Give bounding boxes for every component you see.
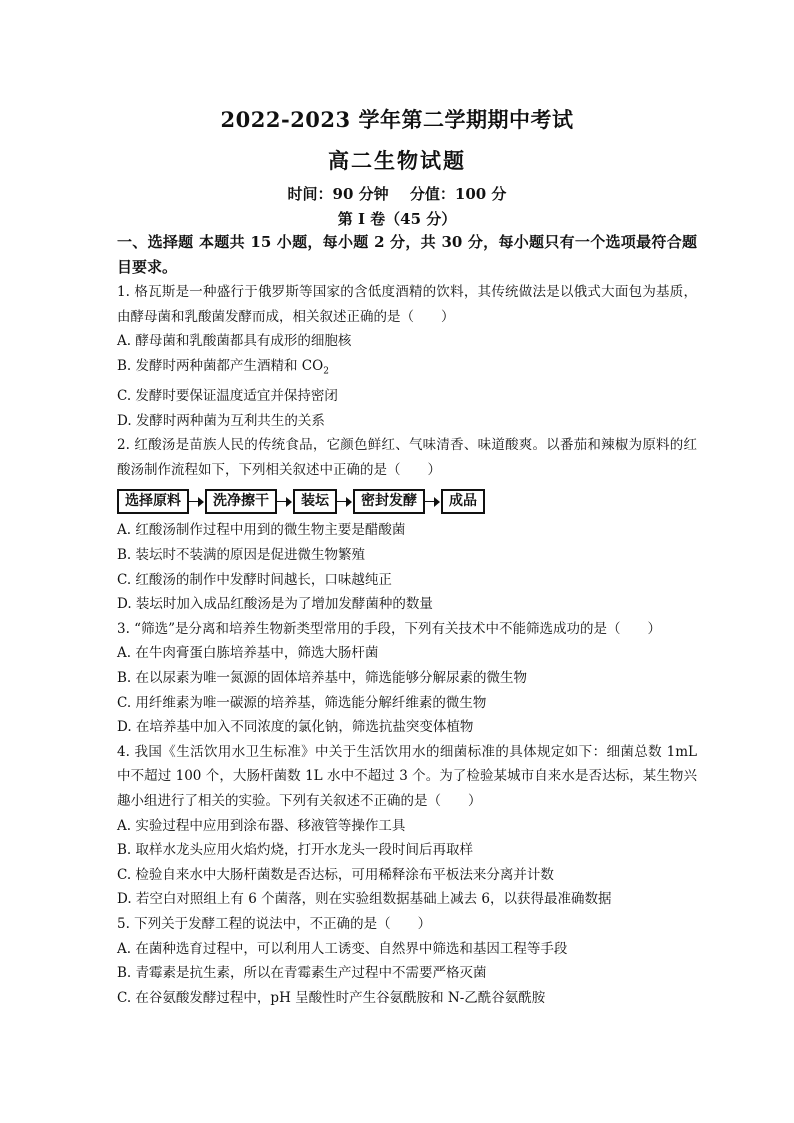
arrow-right-icon: [189, 491, 205, 512]
question-2-option-b: B. 装坛时不装满的原因是促进微生物繁殖: [117, 547, 366, 564]
question-4-option-d: D. 若空白对照组上有 6 个菌落，则在实验组数据基础上减去 6，以获得最准确数据: [117, 891, 612, 908]
question-4-option-a: A. 实验过程中应用到涂布器、移液管等操作工具: [117, 817, 406, 834]
flow-step-1: 选择原料: [117, 489, 189, 514]
question-1-option-d: D. 发酵时两种菌为互利共生的关系: [117, 412, 325, 429]
volume-label: 第 I 卷（45 分）: [337, 210, 457, 228]
arrow-right-icon: [337, 491, 353, 512]
question-5-option-c: C. 在谷氨酸发酵过程中，pH 呈酸性时产生谷氨酰胺和 N-乙酰谷氨酰胺: [117, 989, 546, 1006]
flow-step-4: 密封发酵: [353, 489, 425, 514]
question-1-option-b-text: B. 发酵时两种菌都产生酒精和 CO: [117, 357, 324, 374]
question-1-option-a: A. 酵母菌和乳酸菌都具有成形的细胞核: [117, 333, 352, 350]
question-4-option-b: B. 取样水龙头应用火焰灼烧，打开水龙头一段时间后再取样: [117, 842, 474, 859]
question-3-option-a: A. 在牛肉膏蛋白胨培养基中，筛选大肠杆菌: [117, 645, 379, 662]
question-1-stem: 1. 格瓦斯是一种盛行于俄罗斯等国家的含低度酒精的饮料，其传统做法是以俄式大面包为基质，由酵母菌和乳酸菌发酵而成，相关叙述正确的是（ ）: [117, 284, 697, 325]
question-2-option-a: A. 红酸汤制作过程中用到的微生物主要是醋酸菌: [117, 522, 406, 539]
arrow-right-icon: [425, 491, 441, 512]
question-2-stem: 2. 红酸汤是苗族人民的传统食品，它颜色鲜红、气味清香、味道酸爽。以番茄和辣椒为原料的红酸汤制作流程如下，下列相关叙述中正确的是（ ）: [117, 437, 697, 478]
exam-meta: [0, 183, 794, 204]
co2-subscript: 2: [323, 366, 329, 377]
question-3-stem: 3. “筛选”是分离和培养生物新类型常用的手段，下列有关技术中不能筛选成功的是（ ）: [117, 620, 661, 637]
process-flowchart: [117, 486, 697, 516]
question-2-option-c: C. 红酸汤的制作中发酵时间越长，口味越纯正: [117, 571, 392, 588]
question-5-stem: 5. 下列关于发酵工程的说法中，不正确的是（ ）: [117, 915, 432, 932]
question-5-option-a: A. 在菌种选育过程中，可以利用人工诱变、自然界中筛选和基因工程等手段: [117, 940, 568, 957]
question-3-option-d: D. 在培养基中加入不同浓度的氯化钠，筛选抗盐突变体植物: [117, 719, 474, 736]
flow-step-5: 成品: [441, 489, 485, 514]
question-3-option-b: B. 在以尿素为唯一氮源的固体培养基中，筛选能够分解尿素的微生物: [117, 670, 528, 686]
question-5-option-b: B. 青霉素是抗生素，所以在青霉素生产过程中不需要严格灭菌: [117, 965, 487, 982]
flow-step-2: 洗净擦干: [205, 489, 277, 514]
flow-step-3: 装坛: [293, 489, 337, 514]
exam-body: [117, 230, 697, 1010]
question-1-option-b: [117, 354, 697, 384]
section-heading: 一、选择题 本题共 15 小题，每小题 2 分，共 30 分，每小题只有一个选项最符合题目要求。: [117, 233, 697, 276]
arrow-right-icon: [277, 491, 293, 512]
exam-time: 时间：90 分钟: [287, 185, 389, 203]
question-1-option-c: C. 发酵时要保证温度适宜并保持密闭: [117, 388, 338, 405]
exam-subtitle: 高二生物试题: [328, 148, 466, 173]
exam-title: 2022-2023 学年第二学期期中考试: [220, 107, 574, 132]
question-2-option-d: D. 装坛时加入成品红酸汤是为了增加发酵菌种的数量: [117, 596, 433, 613]
exam-score: 分值：100 分: [409, 185, 507, 203]
question-4-option-c: C. 检验自来水中大肠杆菌数是否达标，可用稀释涂布平板法来分离并计数: [117, 866, 554, 883]
question-4-stem: 4. 我国《生活饮用水卫生标准》中关于生活饮用水的细菌标准的具体规定如下：细菌总数 1mL 中不超过 100 个，大肠杆菌数 1L 水中不超过 3 个。为了检验某城市自来水是否达标，某生物兴趣小组进行了相关的实验。下列有关叙述不正确的是（ ）: [117, 743, 697, 809]
question-3-option-c: C. 用纤维素为唯一碳源的培养基，筛选能分解纤维素的微生物: [117, 694, 487, 711]
